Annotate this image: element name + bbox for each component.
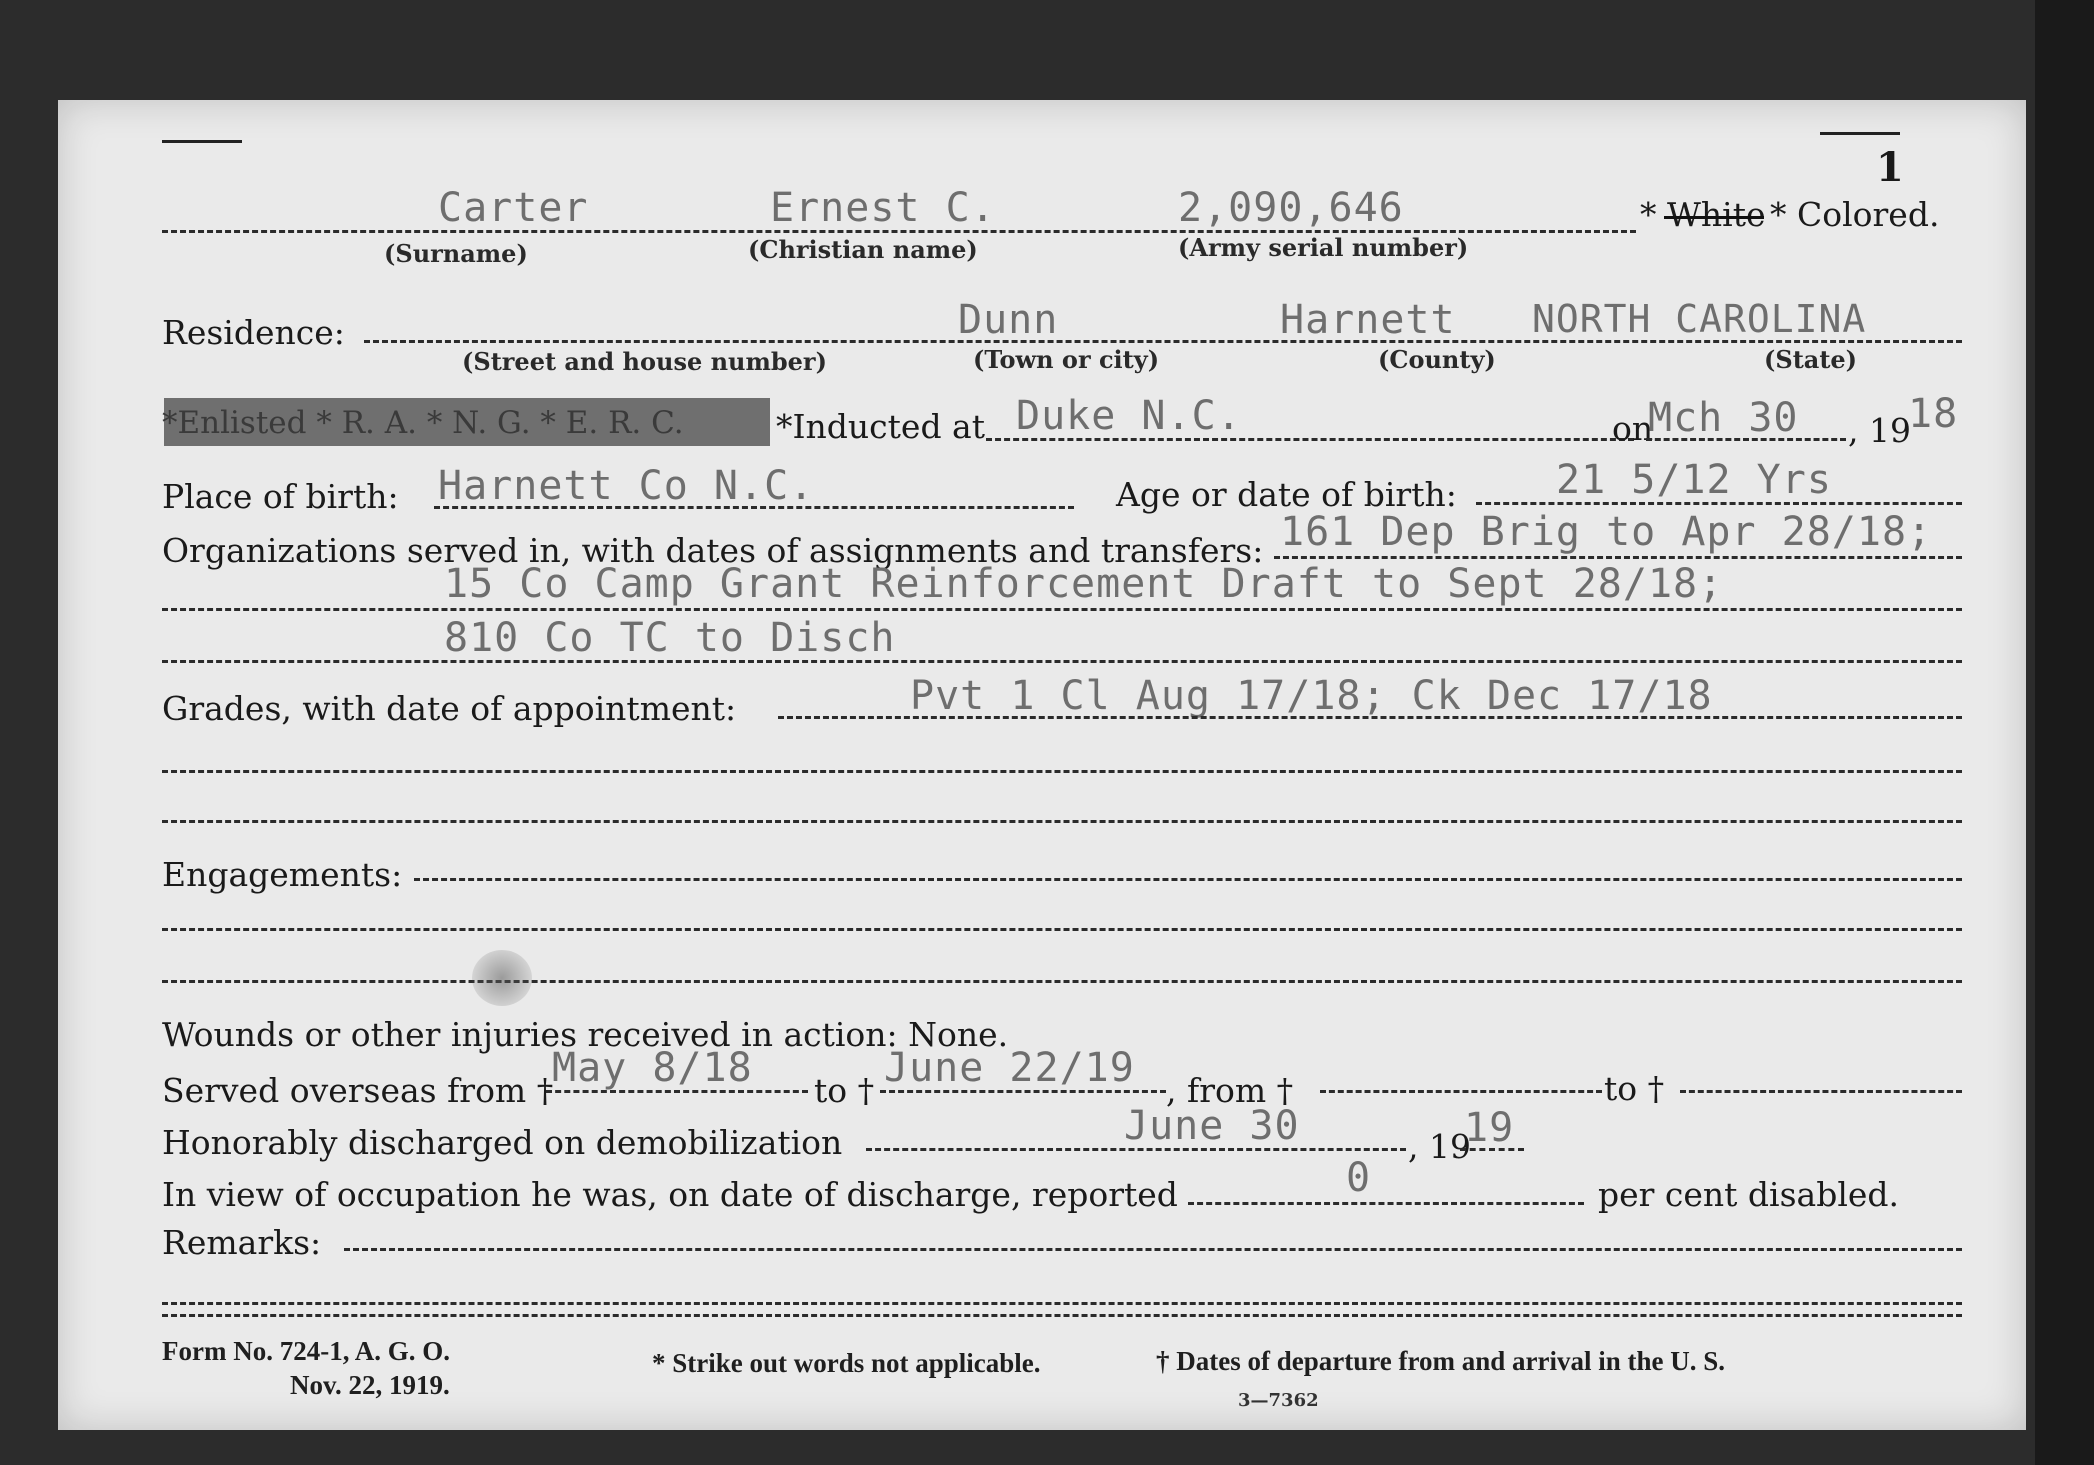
organizations-line-2: 15 Co Camp Grant Reinforcement Draft to Sept 28/18; <box>444 561 1724 607</box>
inducted-date-value: Mch 30 <box>1648 395 1799 441</box>
organizations-label: Organizations served in, with dates of assignments and transfers: <box>162 531 1264 570</box>
service-record-card <box>58 100 2026 1430</box>
discharge-year-prefix: , 19 <box>1408 1127 1471 1166</box>
disability-label: In view of occupation he was, on date of discharge, reported <box>162 1175 1178 1214</box>
discharge-year-line <box>1460 1148 1524 1151</box>
disability-line <box>1188 1202 1584 1205</box>
overseas-from2-label: , from † <box>1166 1071 1294 1110</box>
age-line <box>1476 502 1962 505</box>
strike-note: * Strike out words not applicable. <box>652 1348 1041 1378</box>
inducted-place-value: Duke N.C. <box>1016 393 1242 439</box>
grades-label: Grades, with date of appointment: <box>162 689 737 728</box>
serial-number-caption: (Army serial number) <box>1178 233 1469 262</box>
on-label: on <box>1612 409 1654 448</box>
disability-suffix: per cent disabled. <box>1598 1175 1900 1214</box>
residence-label: Residence: <box>162 313 345 352</box>
age-label: Age or date of birth: <box>1116 475 1457 514</box>
street-caption: (Street and house number) <box>462 347 827 376</box>
organizations-line-rule-3 <box>162 660 1962 663</box>
engagements-label: Engagements: <box>162 855 403 894</box>
county-caption: (County) <box>1378 345 1496 374</box>
race-white-strike <box>1664 216 1764 219</box>
engagements-line-3 <box>162 980 1962 983</box>
remarks-line-3 <box>162 1314 1962 1317</box>
grades-value: Pvt 1 Cl Aug 17/18; Ck Dec 17/18 <box>910 673 1713 719</box>
birth-place-value: Harnett Co N.C. <box>438 463 815 509</box>
christian-name-caption: (Christian name) <box>748 235 978 264</box>
remarks-line-1 <box>344 1248 1962 1251</box>
wounds-label: Wounds or other injuries received in action: None. <box>162 1015 1009 1054</box>
discharge-year-value: 19 <box>1464 1105 1515 1151</box>
scan-border <box>2035 0 2094 1465</box>
overseas-to-line <box>880 1090 1166 1093</box>
inducted-date-line <box>1646 438 1846 441</box>
overseas-from2-line <box>1320 1090 1602 1093</box>
inducted-year-value: 18 <box>1908 391 1959 437</box>
grades-line-3 <box>162 820 1962 823</box>
overseas-from-line <box>546 1090 808 1093</box>
christian-name-value: Ernest C. <box>770 185 996 231</box>
overseas-label: Served overseas from † <box>162 1071 554 1110</box>
overseas-to-value: June 22/19 <box>884 1045 1135 1091</box>
organizations-line-rule-1 <box>1274 556 1962 559</box>
organizations-line-3: 810 Co TC to Disch <box>444 615 896 661</box>
surname-value: Carter <box>438 185 589 231</box>
overseas-from-value: May 8/18 <box>552 1045 753 1091</box>
birth-place-label: Place of birth: <box>162 477 399 516</box>
print-code: 3—7362 <box>1238 1390 1319 1411</box>
grades-line-2 <box>162 770 1962 773</box>
town-caption: (Town or city) <box>973 345 1160 374</box>
dagger-note: † Dates of departure from and arrival in the U. S. <box>1156 1346 1725 1376</box>
engagements-line-1 <box>414 878 1962 881</box>
disability-value: 0 <box>1346 1155 1372 1201</box>
page-number: 1 <box>1876 144 1904 191</box>
grades-line-1 <box>778 716 1962 719</box>
inducted-label: *Inducted at <box>776 407 985 446</box>
state-value: NORTH CAROLINA <box>1532 297 1867 341</box>
discharge-date-line <box>866 1148 1406 1151</box>
discharge-date-value: June 30 <box>1124 1103 1300 1149</box>
remarks-label: Remarks: <box>162 1223 322 1262</box>
ink-smudge <box>472 950 532 1006</box>
age-value: 21 5/12 Yrs <box>1556 457 1832 503</box>
overseas-to-label: to † <box>814 1071 875 1110</box>
race-white-option: * White <box>1640 195 1766 234</box>
town-value: Dunn <box>958 297 1059 343</box>
inducted-year-prefix: , 19 <box>1848 411 1911 450</box>
discharge-label: Honorably discharged on demobilization <box>162 1123 843 1162</box>
birth-place-line <box>434 506 1074 509</box>
county-value: Harnett <box>1280 297 1456 343</box>
serial-number-value: 2,090,646 <box>1178 185 1404 231</box>
race-colored-option: * Colored. <box>1770 195 1940 234</box>
enlisted-options: *Enlisted * R. A. * N. G. * E. R. C. <box>162 405 684 441</box>
residence-line <box>364 340 1962 343</box>
surname-caption: (Surname) <box>384 239 528 268</box>
form-number: Form No. 724-1, A. G. O. <box>162 1336 450 1366</box>
remarks-line-2 <box>162 1302 1962 1305</box>
form-date: Nov. 22, 1919. <box>290 1370 450 1400</box>
inducted-place-line <box>986 438 1634 441</box>
overseas-to2-line <box>1680 1090 1962 1093</box>
state-caption: (State) <box>1764 345 1858 374</box>
organizations-line-1: 161 Dep Brig to Apr 28/18; <box>1280 509 1933 555</box>
overseas-to2-label: to † <box>1604 1069 1665 1108</box>
organizations-line-rule-2 <box>162 608 1962 611</box>
top-right-rule <box>1820 132 1900 135</box>
engagements-line-2 <box>162 928 1962 931</box>
top-left-rule <box>162 140 242 143</box>
